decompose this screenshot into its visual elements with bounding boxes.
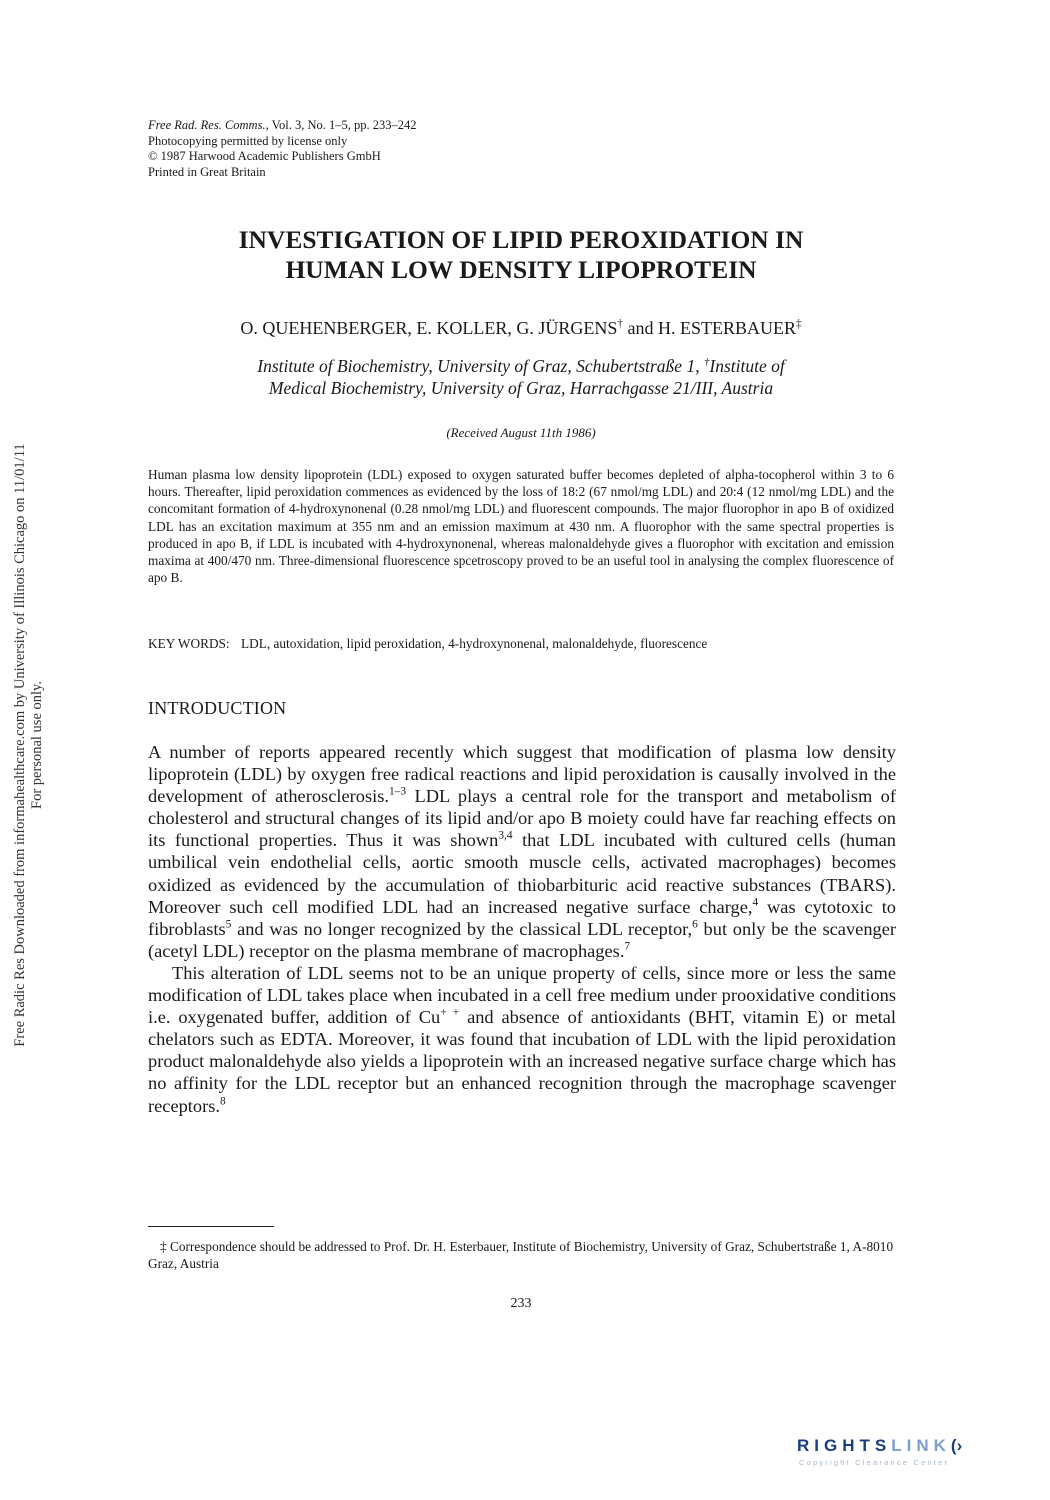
volume-pages: Vol. 3, No. 1–5, pp. 233–242 [268, 118, 417, 132]
introduction-body [148, 741, 896, 1117]
logo-tagline: Copyright Clearance Center [799, 1458, 950, 1467]
paper-title [148, 225, 894, 285]
watermark-line-1: Free Radic Res Downloaded from informahealthcare.com by University of Illinois Chicago on 11/01/11 [12, 443, 28, 1047]
logo-rights: RIGHTS [797, 1436, 892, 1455]
double-dagger-mark: ‡ [796, 317, 802, 330]
logo-link: LINK [891, 1436, 951, 1455]
printed-line: Printed in Great Britain [148, 164, 266, 179]
abstract: Human plasma low density lipoprotein (LDL) exposed to oxygen saturated buffer becomes depleted of alpha-tocopherol within 3 to 6 hours. Thereafter, lipid peroxidation commences as evidenced by the loss of 18:2 (67 nmol/mg LDL) and 20:4 (12 nmol/mg LDL) and the concomitant formation of 4-hydroxynonenal (0.28 nmol/mg LDL) and fluorescent compounds. The major fluorophor in apo B of oxidized LDL has an excitation maximum at 355 nm and an emission maximum at 430 nm. A fluorophor with the same spectral properties is produced in apo B, if LDL is incubated with 4-hydroxynonenal, whereas malonaldehyde gives a fluorophor with excitation and emission maxima at 400/470 nm. Three-dimensional fluorescence spcetroscopy proved to be an useful tool in analysing the complex fluorescence of apo B. [148, 467, 894, 586]
footnote: ‡ Correspondence should be addressed to Prof. Dr. H. Esterbauer, Institute of Biochemistry, University of Graz, Schubertstraße 1, A-8010 Graz, Austria [148, 1239, 894, 1271]
citation: 3,4 [498, 829, 513, 842]
authors-part-2: and H. ESTERBAUER [623, 318, 796, 338]
citation: 6 [692, 918, 698, 931]
logo-chevron-icon: (› [950, 1436, 963, 1455]
author-list [148, 318, 894, 339]
citation-line [148, 118, 417, 134]
title-line-1: INVESTIGATION OF LIPID PEROXIDATION IN [238, 225, 804, 254]
keywords [148, 636, 908, 652]
license-line: Photocopying permitted by license only [148, 133, 348, 148]
download-watermark [12, 395, 46, 1095]
text-run: and was no longer recognized by the classical LDL receptor, [231, 918, 693, 939]
text-run: was cytotoxic to fibroblasts [148, 896, 897, 939]
citation: 1–3 [388, 785, 407, 798]
journal-name: Free Rad. Res. Comms., [148, 118, 269, 132]
logo-wordmark [797, 1436, 962, 1456]
paragraph-2 [148, 962, 896, 1117]
dagger-mark: † [617, 317, 623, 330]
title-line-2: HUMAN LOW DENSITY LIPOPROTEIN [285, 255, 757, 284]
affiliation-1: Institute of Biochemistry, University of Graz, Schubertstraße 1, [257, 356, 704, 376]
authors-part-1: O. QUEHENBERGER, E. KOLLER, G. JÜRGENS [240, 318, 618, 338]
text-run: that LDL incubated with cultured cells (human umbilical vein endothelial cells, aortic smooth muscle cells, activated macrophages) becomes oxidized as evidenced by the accumulation of thiobarbituric acid reactive substances (TBARS). Moreover such cell modified LDL had an increased negative surface charge, [148, 830, 896, 917]
publication-info [148, 118, 417, 180]
affiliation-line-2: Medical Biochemistry, University of Graz, Harrachgasse 21/III, Austria [268, 378, 774, 398]
citation: 5 [225, 918, 232, 931]
footnote-rule [148, 1226, 274, 1227]
page-number: 233 [510, 1296, 532, 1311]
text-run: A number of reports appeared recently which suggest that modification of plasma low density lipoprotein (LDL) by oxygen free radical reactions and lipid peroxidation is causally involved in the development of atherosclerosis. [148, 742, 896, 807]
affiliations [148, 355, 894, 399]
received-date: (Received August 11th 1986) [446, 425, 596, 440]
copyright-line: © 1987 Harwood Academic Publishers GmbH [148, 149, 381, 163]
text-run: but only be the scavenger (acetyl LDL) receptor on the plasma membrane of macrophages. [148, 918, 897, 961]
text-run: and absence of antioxidants (BHT, vitamin E) or metal chelators such as EDTA. Moreover, it was found that incubation of LDL with the lipid peroxidation product malonaldehyde also yields a lipoprotein with an increased negative surface charge which has no affinity for the LDL receptor but an enhanced recognition through the macrophage scavenger receptors. [148, 1007, 897, 1116]
text-run: LDL plays a central role for the transport and metabolism of cholesterol and structural changes of its lipid and/or apo B moiety could have far reaching effects on its functional properties. Thus it was shown [148, 786, 896, 851]
rightslink-logo[interactable] [797, 1436, 1029, 1474]
citation: 4 [752, 896, 759, 909]
keywords-text: LDL, autoxidation, lipid peroxidation, 4-hydroxynonenal, malonaldehyde, fluorescence [240, 636, 708, 651]
paragraph-1 [148, 741, 896, 962]
charge-superscript: + + [440, 1006, 460, 1019]
citation: 8 [220, 1095, 226, 1108]
citation: 7 [624, 940, 631, 953]
watermark-line-2: For personal use only. [29, 681, 45, 809]
affiliation-line-1 [148, 355, 894, 377]
affiliation-dagger: † [703, 355, 710, 368]
keywords-label: KEY WORDS: [148, 636, 230, 651]
affiliation-2-start: Institute of [709, 356, 785, 376]
section-heading: INTRODUCTION [148, 698, 287, 718]
text-run: This alteration of LDL seems not to be an unique property of cells, since more or less the same modification of LDL takes place when incubated in a cell free medium under prooxidative conditions i.e. oxygenated buffer, addition of Cu [148, 962, 896, 1028]
